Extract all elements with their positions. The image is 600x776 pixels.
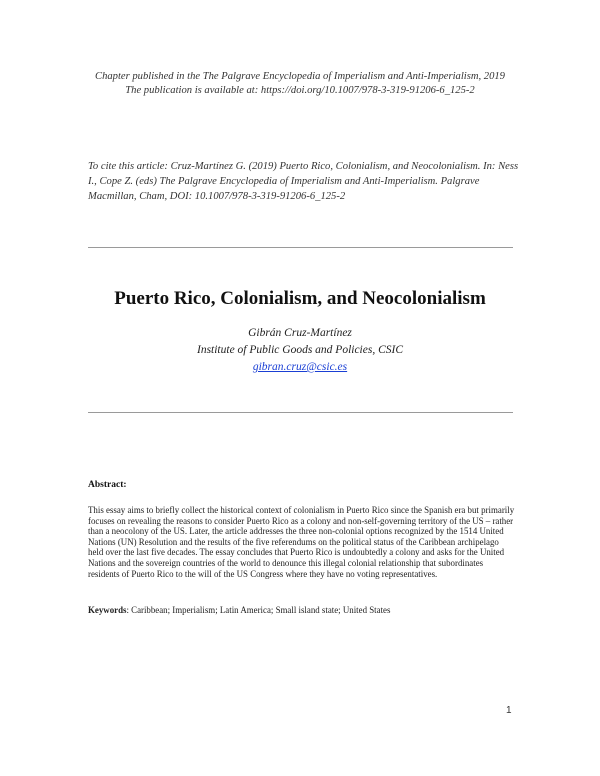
abstract-heading: Abstract: bbox=[88, 480, 127, 490]
author-block bbox=[40, 325, 560, 376]
author-affiliation: Institute of Public Goods and Policies, CSIC bbox=[196, 344, 404, 356]
citation: To cite this article: Cruz-Martínez G. (2019) Puerto Rico, Colonialism, and Neocolonialism. In: Ness I., Cope Z. (eds) The Palgrave Encyclopedia of Imperialism and Anti-Imperialism. Palgrave Macmillan, Cham, DOI: 10.1007/978-3-319-91206-6_125-2 bbox=[88, 161, 519, 202]
keywords-text: : Caribbean; Imperialism; Latin America; Small island state; United States bbox=[126, 605, 391, 615]
publication-note-line-2: The publication is available at: https://doi.org/10.1007/978-3-319-91206-6_125-2 bbox=[125, 85, 475, 96]
keywords bbox=[88, 605, 518, 615]
page-number: 1 bbox=[506, 705, 512, 716]
bottom-divider bbox=[88, 412, 513, 413]
author-email-link[interactable]: gibran.cruz@csic.es bbox=[252, 361, 348, 373]
author-name: Gibrán Cruz-Martínez bbox=[248, 327, 352, 339]
article-title: Puerto Rico, Colonialism, and Neocolonialism bbox=[114, 288, 486, 309]
abstract-body: This essay aims to briefly collect the historical context of colonialism in Puerto Rico since the Spanish era but primarily focuses on revealing the reasons to consider Puerto Rico as a colony and non-self-governing territory of the US – rather than a neocolony of the US. Later, the article addresses the three non-colonial options recognized by the 1514 United Nations (UN) Resolution and the results of the five referendums on the political status of the Caribbean archipelago held over the last five decades. The essay concludes that Puerto Rico is undoubtedly a colony and asks for the United Nations and the sovereign countries of the world to denounce this illegal colonial relationship that subordinates residents of Puerto Rico to the will of the US Congress where they have no voting representatives. bbox=[88, 505, 515, 579]
top-divider bbox=[88, 247, 513, 248]
publication-note-line-1: Chapter published in the The Palgrave Encyclopedia of Imperialism and Anti-Imperialism, 2019 bbox=[95, 71, 505, 82]
publication-note bbox=[40, 70, 560, 98]
keywords-label: Keywords bbox=[88, 605, 127, 615]
